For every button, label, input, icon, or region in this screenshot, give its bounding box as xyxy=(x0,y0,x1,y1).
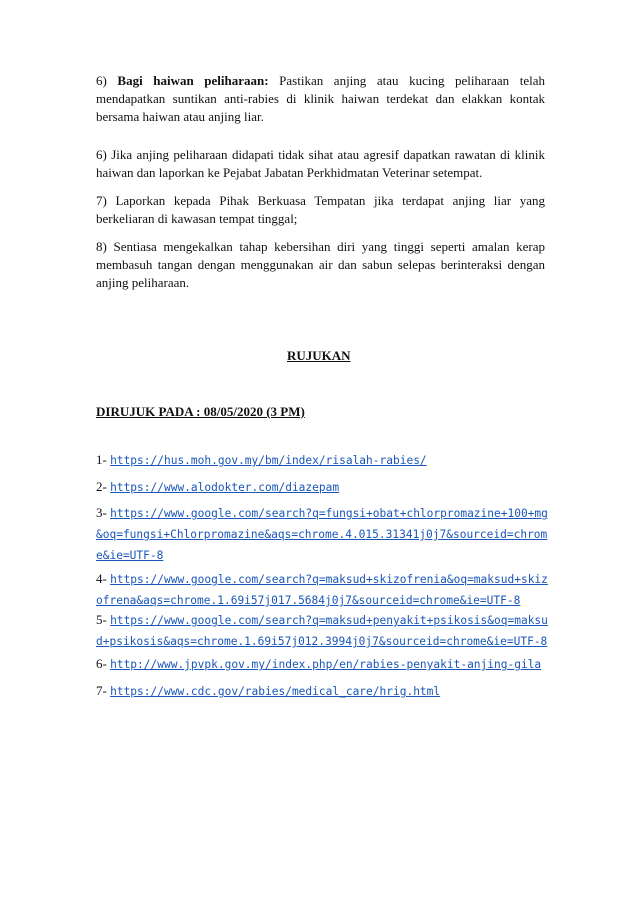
reference-item-1 xyxy=(96,450,548,471)
reference-link[interactable]: https://www.cdc.gov/rabies/medical_care/hrig.html xyxy=(110,685,441,698)
reference-number: 6- xyxy=(96,656,107,671)
reference-link[interactable]: https://www.alodokter.com/diazepam xyxy=(110,481,340,494)
reference-item-4 xyxy=(96,569,548,611)
reference-item-2 xyxy=(96,477,548,498)
reference-link[interactable]: https://www.google.com/search?q=fungsi+obat+chlorpromazine+100+mg&oq=fungsi+Chlorpromazine&aqs=chrome.4.015.31341j0j7&sourceid=chrome&ie=UTF-8 xyxy=(96,507,548,562)
reference-item-6 xyxy=(96,654,548,675)
paragraph-text: Pastikan anjing atau kucing peliharaan telah mendapatkan suntikan anti-rabies di klinik haiwan terdekat dan elakkan kontak bersama haiwan atau anjing liar. xyxy=(96,73,546,124)
paragraph-pet-vaccination xyxy=(96,72,545,126)
paragraph-report-stray: 7) Laporkan kepada Pihak Berkuasa Tempatan jika terdapat anjing liar yang berkeliaran di kawasan tempat tinggal; xyxy=(96,193,545,226)
reference-number: 5- xyxy=(96,612,107,627)
reference-item-5 xyxy=(96,610,548,652)
reference-number: 2- xyxy=(96,479,107,494)
references-accessed-date: DIRUJUK PADA : 08/05/2020 (3 PM) xyxy=(96,404,305,419)
paragraph-number: 6) xyxy=(96,73,107,88)
paragraph-bold-lead: Bagi haiwan peliharaan: xyxy=(117,73,269,88)
reference-item-3 xyxy=(96,503,548,566)
references-title: RUJUKAN xyxy=(287,348,351,363)
reference-item-7 xyxy=(96,681,548,702)
reference-number: 3- xyxy=(96,505,107,520)
reference-number: 7- xyxy=(96,683,107,698)
reference-number: 1- xyxy=(96,452,107,467)
reference-link[interactable]: http://www.jpvpk.gov.my/index.php/en/rabies-penyakit-anjing-gila xyxy=(110,658,542,671)
reference-number: 4- xyxy=(96,571,107,586)
reference-link[interactable]: https://www.google.com/search?q=maksud+skizofrenia&oq=maksud+skizofrena&aqs=chrome.1.69i57j017.5684j0j7&sourceid=chrome&ie=UTF-8 xyxy=(96,573,548,607)
paragraph-sick-pet: 6) Jika anjing peliharaan didapati tidak sihat atau agresif dapatkan rawatan di klinik haiwan dan laporkan ke Pejabat Jabatan Perkhidmatan Veterinar setempat. xyxy=(96,147,545,180)
reference-link[interactable]: https://hus.moh.gov.my/bm/index/risalah-rabies/ xyxy=(110,454,427,467)
paragraph-hygiene: 8) Sentiasa mengekalkan tahap kebersihan diri yang tinggi seperti amalan kerap membasuh tangan dengan menggunakan air dan sabun selepas berinteraksi dengan anjing peliharaan. xyxy=(96,239,545,290)
reference-link[interactable]: https://www.google.com/search?q=maksud+penyakit+psikosis&oq=maksud+psikosis&aqs=chrome.1.69i57j012.3994j0j7&sourceid=chrome&ie=UTF-8 xyxy=(96,614,548,648)
